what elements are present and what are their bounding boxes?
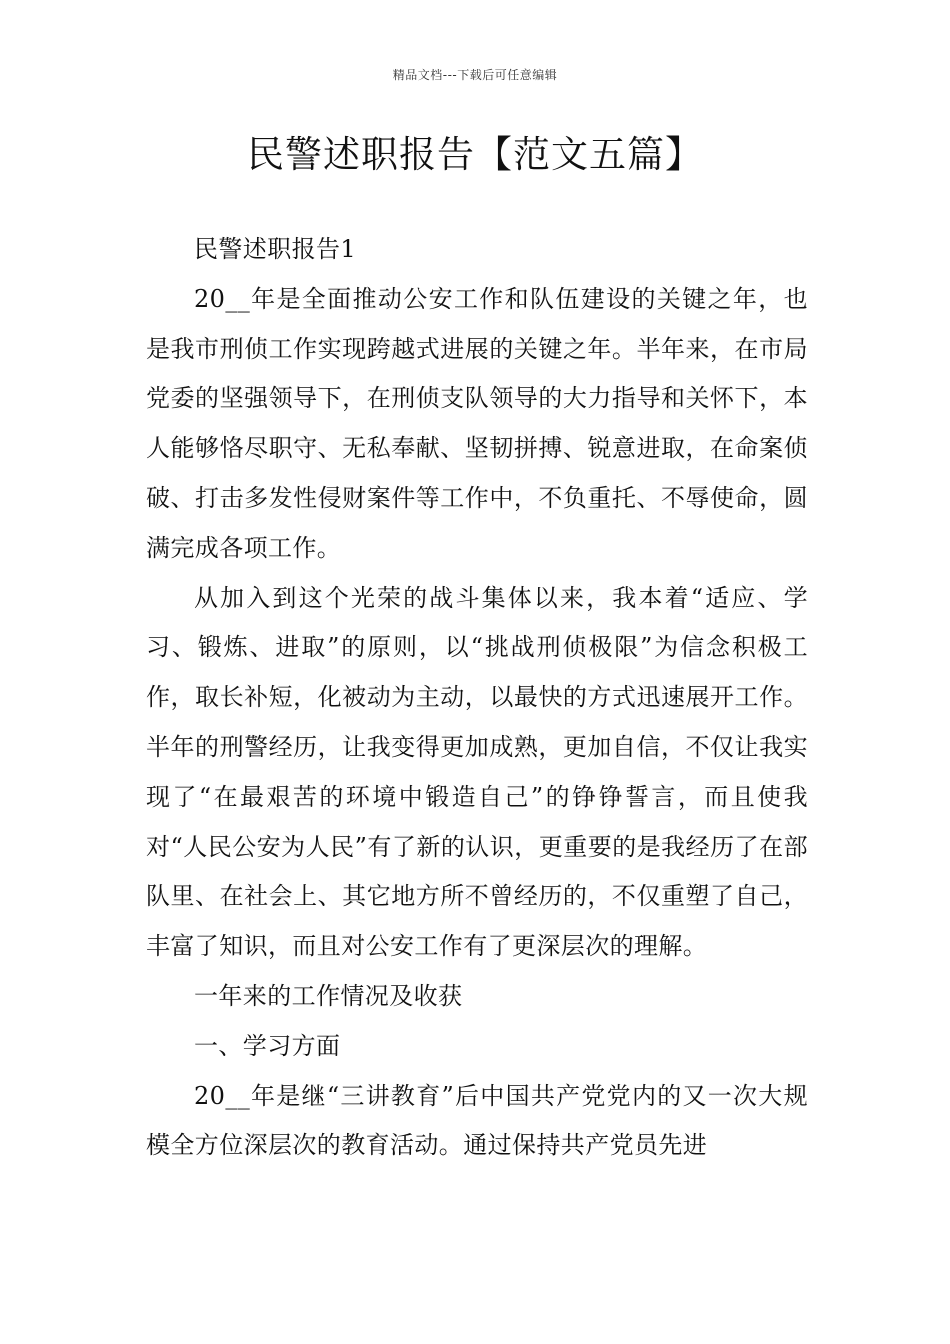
subsection-heading: 一、学习方面	[194, 1031, 341, 1060]
body-paragraph: 20__年是全面推动公安工作和队伍建设的关键之年，也是我市刑侦工作实现跨越式进展的关键之年。半年来，在市局党委的坚强领导下，在刑侦支队领导的大力指导和关怀下，本人能够恪尽职守、无私奉献、坚韧拼搏、锐意进取，在命案侦破、打击多发性侵财案件等工作中，不负重托、不辱使命，圆满完成各项工作。	[146, 284, 808, 562]
section-heading: 民警述职报告1	[194, 235, 357, 263]
body-paragraph: 从加入到这个光荣的战斗集体以来，我本着“适应、学习、锻炼、进取”的原则，以“挑战刑侦极限”为信念积极工作，取长补短，化被动为主动，以最快的方式迅速展开工作。半年的刑警经历，让我变得更加成熟，更加自信，不仅让我实现了“在最艰苦的环境中锻造自己”的铮铮誓言，而且使我对“人民公安为人民”有了新的认识，更重要的是我经历了在部队里、在社会上、其它地方所不曾经历的，不仅重塑了自己，丰富了知识，而且对公安工作有了更深层次的理解。	[146, 583, 808, 961]
header-note: 精品文档---下载后可任意编辑	[392, 68, 558, 82]
body-paragraph: 20__年是继“三讲教育”后中国共产党党内的又一次大规模全方位深层次的教育活动。通过保持共产党员先进	[146, 1081, 808, 1160]
document-body	[146, 225, 808, 1171]
section-heading: 一年来的工作情况及收获	[194, 981, 463, 1010]
document-title: 民警述职报告【范文五篇】	[247, 133, 703, 176]
